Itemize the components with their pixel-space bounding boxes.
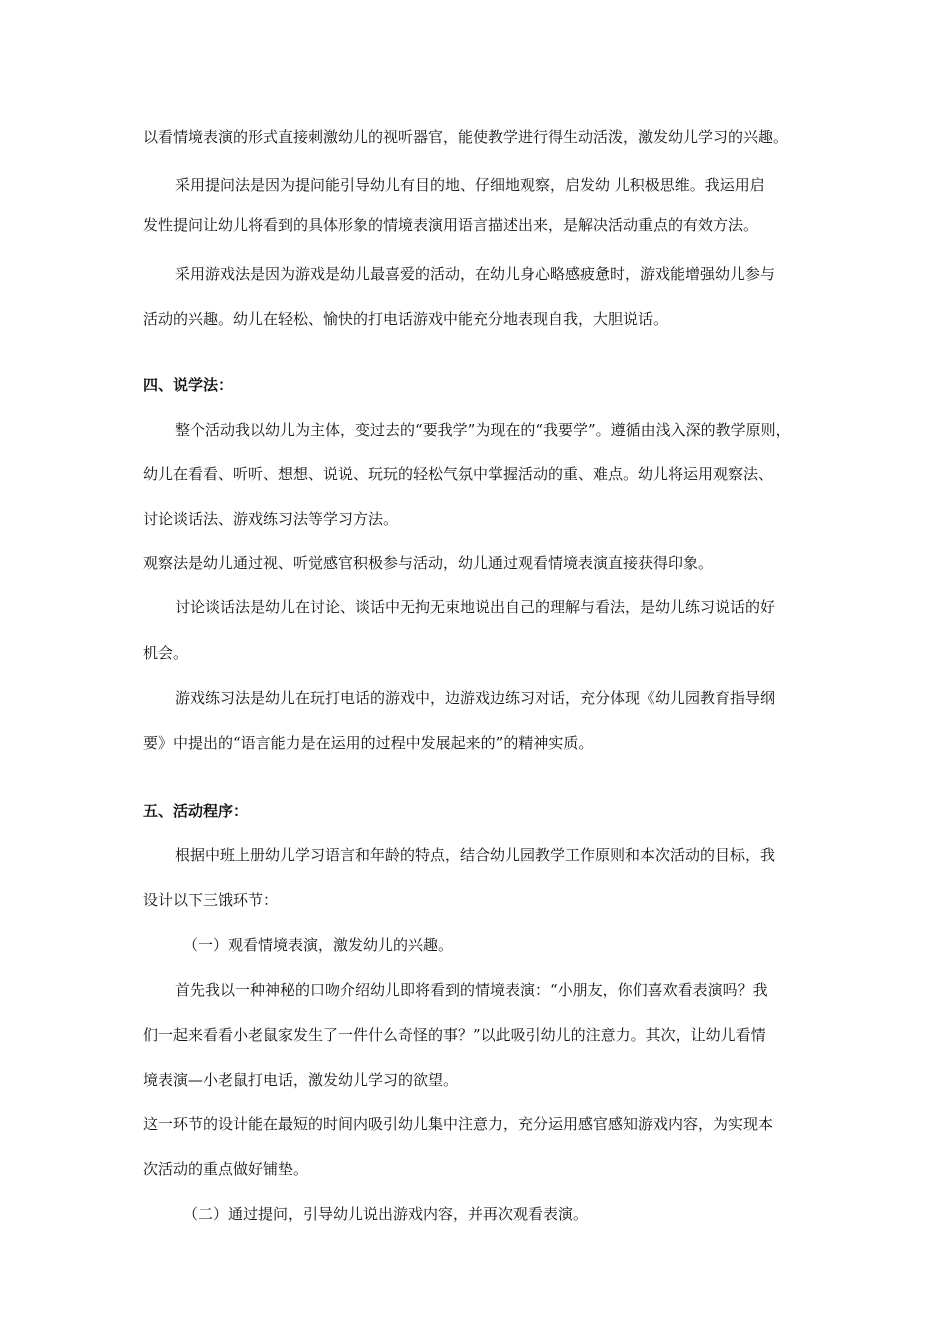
paragraph-line: 采用提问法是因为提问能引导幼儿有目的地、仔细地观察，启发幼 儿积极思维。我运用启: [175, 176, 765, 194]
paragraph-line: 机会。: [143, 644, 189, 662]
paragraph-line: 讨论谈话法、游戏练习法等学习方法。: [143, 510, 399, 528]
paragraph-line: 游戏练习法是幼儿在玩打电话的游戏中，边游戏边练习对话，充分体现《幼儿园教育指导纲: [175, 689, 776, 707]
subsection-heading: （一）观看情境表演，激发幼儿的兴趣。: [183, 936, 454, 954]
section-heading: 四、说学法：: [143, 376, 234, 394]
paragraph-line: 采用游戏法是因为游戏是幼儿最喜爱的活动，在幼儿身心略感疲惫时，游戏能增强幼儿参与: [175, 265, 776, 283]
paragraph-line: 整个活动我以幼儿为主体，变过去的“要我学”为现在的“我要学”。遵循由浅入深的教学原则，: [175, 421, 791, 439]
paragraph-line: 首先我以一种神秘的口吻介绍幼儿即将看到的情境表演：“小朋友，你们喜欢看表演吗？我: [175, 981, 768, 999]
paragraph-line: 根据中班上册幼儿学习语言和年龄的特点，结合幼儿园教学工作原则和本次活动的目标，我: [175, 846, 776, 864]
paragraph-line: 发性提问让幼儿将看到的具体形象的情境表演用语言描述出来，是解决活动重点的有效方法。: [143, 216, 759, 234]
paragraph-line: 幼儿在看看、听听、想想、说说、玩玩的轻松气氛中掌握活动的重、难点。幼儿将运用观察法、: [143, 465, 774, 483]
subsection-heading: （二）通过提问，引导幼儿说出游戏内容，并再次观看表演。: [183, 1205, 589, 1223]
paragraph-line: 设计以下三饿环节：: [143, 891, 279, 909]
paragraph-line: 讨论谈话法是幼儿在讨论、谈话中无拘无束地说出自己的理解与看法，是幼儿练习说话的好: [175, 598, 776, 616]
section-heading: 五、活动程序：: [143, 802, 249, 820]
paragraph-line: 观察法是幼儿通过视、听觉感官积极参与活动，幼儿通过观看情境表演直接获得印象。: [143, 554, 714, 572]
paragraph-line: 活动的兴趣。幼儿在轻松、愉快的打电话游戏中能充分地表现自我，大胆说话。: [143, 310, 669, 328]
paragraph-line: 次活动的重点做好铺垫。: [143, 1160, 309, 1178]
paragraph-line: 境表演—小老鼠打电话，激发幼儿学习的欲望。: [143, 1071, 459, 1089]
paragraph-line: 以看情境表演的形式直接刺激幼儿的视听器官，能使教学进行得生动活泼，激发幼儿学习的兴趣。: [143, 128, 789, 146]
paragraph-line: 们一起来看看小老鼠家发生了一件什么奇怪的事？”以此吸引幼儿的注意力。其次，让幼儿看情: [143, 1026, 766, 1044]
paragraph-line: 要》中提出的“语言能力是在运用的过程中发展起来的”的精神实质。: [143, 734, 594, 752]
paragraph-line: 这一环节的设计能在最短的时间内吸引幼儿集中注意力，充分运用感官感知游戏内容，为实现本: [143, 1115, 774, 1133]
